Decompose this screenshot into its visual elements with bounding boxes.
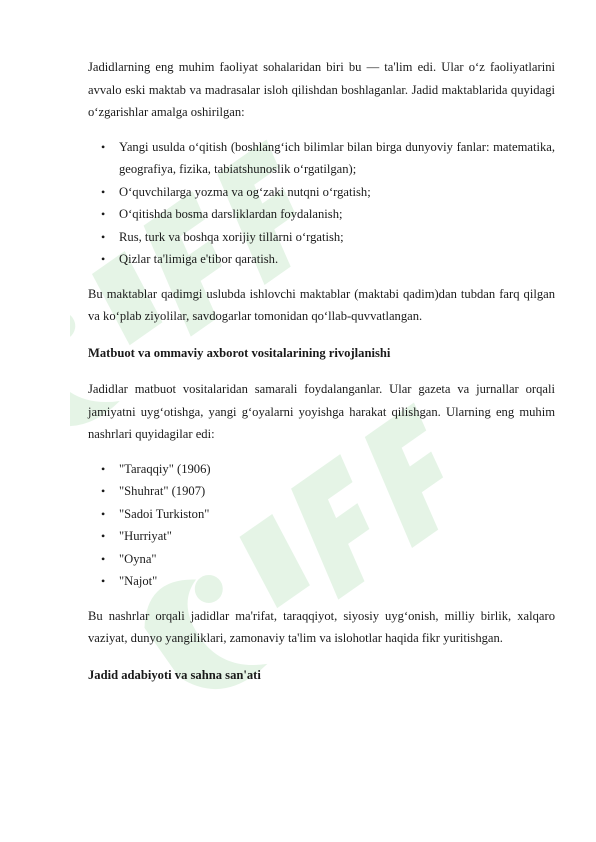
bullet-icon: •	[101, 461, 106, 476]
document-page	[88, 56, 555, 686]
list-item: • "Najot"	[88, 570, 555, 593]
section-heading-literature: Jadid adabiyoti va sahna san'ati	[88, 667, 261, 682]
press-paragraph: Jadidlar matbuot vositalaridan samarali foydalanganlar. Ular gazeta va jurnallar orqali jamiyatni uyg‘otishga, yangi g‘oyalarni yoyishga harakat qilishgan. Ularning eng muhim nashrlari quyidagilar edi:	[88, 382, 555, 441]
section-heading-press: Matbuot va ommaviy axborot vositalarining rivojlanishi	[88, 345, 391, 360]
publications-list	[88, 458, 555, 593]
bullet-icon: •	[101, 484, 106, 498]
reforms-list	[88, 136, 555, 271]
schools-paragraph: Bu maktablar qadimgi uslubda ishlovchi maktablar (maktabi qadim)dan tubdan farq qilgan va ko‘plab ziyolilar, savdogarlar tomonidan qo‘llab-quvvatlangan.	[88, 286, 555, 323]
list-item: • Yangi usulda o‘qitish (boshlang‘ich bilimlar bilan birga dunyoviy fanlar: matematika, geografiya, fizika, tabiatshunoslik o‘rgatilgan);	[88, 136, 555, 181]
list-item: • Rus, turk va boshqa xorijiy tillarni o‘rgatish;	[88, 226, 555, 249]
list-item: • "Sadoi Turkiston"	[88, 503, 555, 526]
list-item: • O‘qitishda bosma darsliklardan foydalanish;	[88, 203, 555, 226]
publications-paragraph: Bu nashrlar orqali jadidlar ma'rifat, taraqqiyot, siyosiy uyg‘onish, milliy birlik, xalqaro vaziyat, dunyo yangiliklari, zamonaviy ta'lim va islohotlar haqida fikr yuritishgan.	[88, 608, 555, 645]
bullet-icon: •	[101, 529, 106, 543]
bullet-icon: •	[101, 184, 106, 199]
bullet-icon: •	[101, 229, 106, 244]
list-item: • "Shuhrat" (1907)	[88, 480, 555, 503]
bullet-icon: •	[101, 574, 106, 588]
list-item: • Qizlar ta'limiga e'tibor qaratish.	[88, 248, 555, 271]
bullet-icon: •	[101, 207, 106, 221]
intro-paragraph: Jadidlarning eng muhim faoliyat sohalaridan biri bu — ta'lim edi. Ular o‘z faoliyatlarini avvalo eski maktab va madrasalar isloh qilishdan boshlaganlar. Jadid maktablarida quyidagi o‘zgarishlar amalga oshirilgan:	[88, 60, 555, 119]
list-item: • "Oyna"	[88, 548, 555, 571]
list-item: • "Taraqqiy" (1906)	[88, 458, 555, 481]
bullet-icon: •	[101, 551, 106, 566]
bullet-icon: •	[101, 139, 106, 154]
list-item: • O‘quvchilarga yozma va og‘zaki nutqni o‘rgatish;	[88, 181, 555, 204]
bullet-icon: •	[101, 252, 106, 266]
bullet-icon: •	[101, 506, 106, 521]
list-item: • "Hurriyat"	[88, 525, 555, 548]
